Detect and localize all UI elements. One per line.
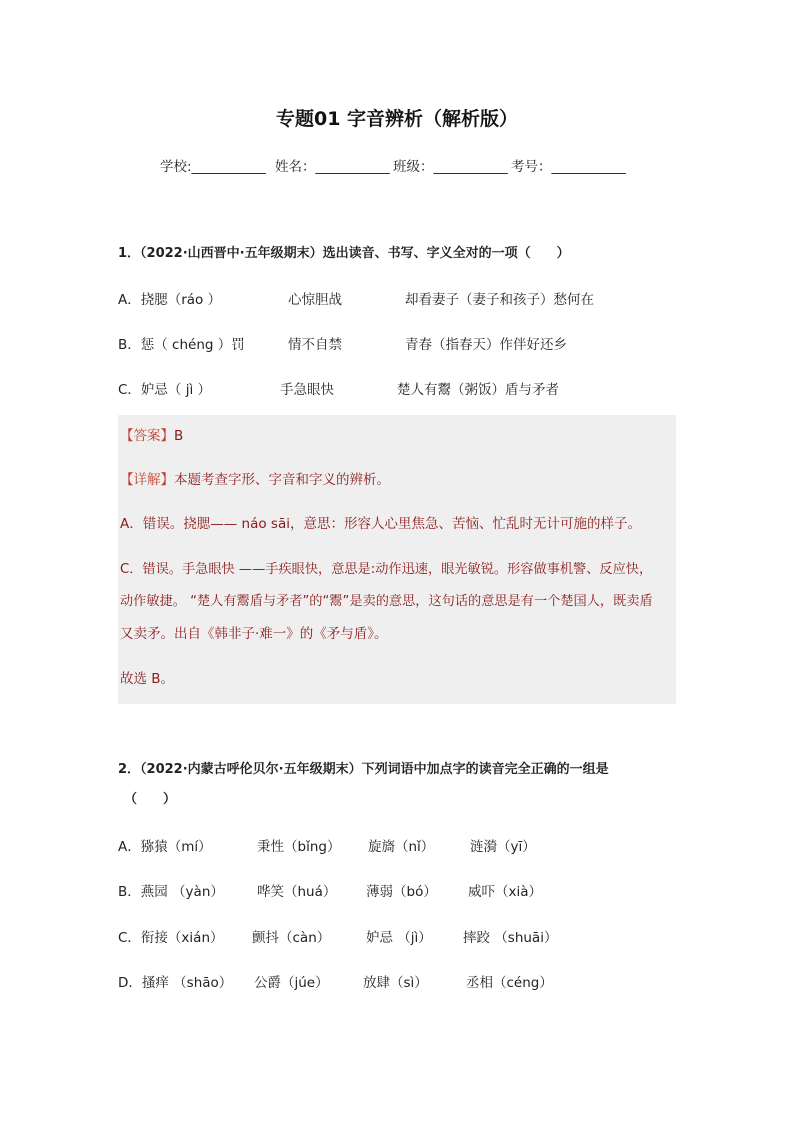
q1-option-a-word1: A．挠腮（ráo ）	[118, 292, 222, 308]
q2-option-c-word1: C．衔接（xián）	[118, 930, 224, 946]
q2-option-b-word3: 薄弱（bó）	[366, 884, 437, 900]
answer-line	[120, 424, 183, 444]
answer-tag: 【答案】	[120, 428, 174, 444]
q1-option-a-word2: 心惊胆战	[288, 292, 342, 308]
q1-option-b-word1: B．惩（ chéng ）罚	[118, 337, 245, 353]
question-2-bracket: （ ）	[124, 792, 177, 807]
q1-option-a-word3: 却看妻子（妻子和孩子）愁何在	[405, 292, 594, 308]
answer-conclusion: 故选 B。	[120, 671, 175, 687]
page-title: 专题01 字音辨析（解析版）	[275, 108, 519, 130]
detail-option-c-line3: 又卖矛。出自《韩非子·难一》的《矛与盾》。	[120, 626, 388, 642]
q2-option-a-word1: A．猕猿（mí）	[118, 839, 212, 855]
detail-line	[120, 468, 390, 488]
q2-option-a-word4: 涟漪（yī）	[470, 839, 536, 855]
q1-option-c-word3: 楚人有鬻（粥饭）盾与矛者	[397, 382, 559, 398]
q2-option-a-word3: 旋旖（nǐ）	[368, 839, 435, 855]
q1-option-c-word1: C．妒忌（ jì ）	[118, 382, 212, 398]
q1-option-b-word2: 情不自禁	[288, 337, 342, 353]
q1-option-b-word3: 青春（指春天）作伴好还乡	[405, 337, 567, 353]
q2-option-d-word2: 公爵（júe）	[254, 975, 329, 991]
q2-option-c-word3: 妒忌 （jì）	[366, 930, 432, 946]
answer-value: B	[174, 428, 184, 444]
q1-option-c-word2: 手急眼快	[280, 382, 334, 398]
q2-option-b-word2: 哗笑（huá）	[257, 884, 337, 900]
detail-option-c-line2: 动作敏捷。 “楚人有鬻盾与矛者”的“鬻”是卖的意思，这句话的意思是有一个楚国人，既卖盾	[120, 594, 653, 609]
detail-tag: 【详解】	[120, 472, 174, 488]
detail-text: 本题考查字形、字音和字义的辨析。	[174, 472, 390, 488]
q2-option-a-word2: 秉性（bǐng）	[257, 839, 341, 855]
class-field: 班级：___________	[393, 159, 508, 175]
detail-option-c-line1: C．错误。手急眼快 ——手疾眼快，意思是:动作迅速，眼光敏锐。形容做事机警、反应快，	[120, 562, 653, 577]
q2-option-d-word4: 丞相（céng）	[466, 975, 553, 991]
detail-option-a: A．错误。挠腮—— náo sāi，意思：形容人心里焦急、苦恼、忙乱时无计可施的样子。	[120, 516, 641, 532]
school-field: 学校:___________	[160, 159, 266, 175]
q2-option-d-word1: D．搔痒 （shāo）	[118, 975, 233, 991]
q2-option-b-word4: 威吓（xià）	[468, 884, 543, 900]
question-2-heading: 2．（2022·内蒙古呼伦贝尔·五年级期末）下列词语中加点字的读音完全正确的一组是	[118, 762, 609, 777]
question-1-heading: 1．（2022·山西晋中·五年级期末）选出读音、书写、字义全对的一项（ ）	[118, 246, 570, 261]
q2-option-c-word4: 摔跤 （shuāi）	[463, 930, 558, 946]
q2-option-d-word3: 放肆（sì）	[363, 975, 428, 991]
q2-option-c-word2: 颤抖（càn）	[252, 930, 331, 946]
exam-number-field: 考号：___________	[511, 159, 626, 175]
name-field: 姓名：___________	[275, 159, 390, 175]
q2-option-b-word1: B．燕园 （yàn）	[118, 884, 224, 900]
